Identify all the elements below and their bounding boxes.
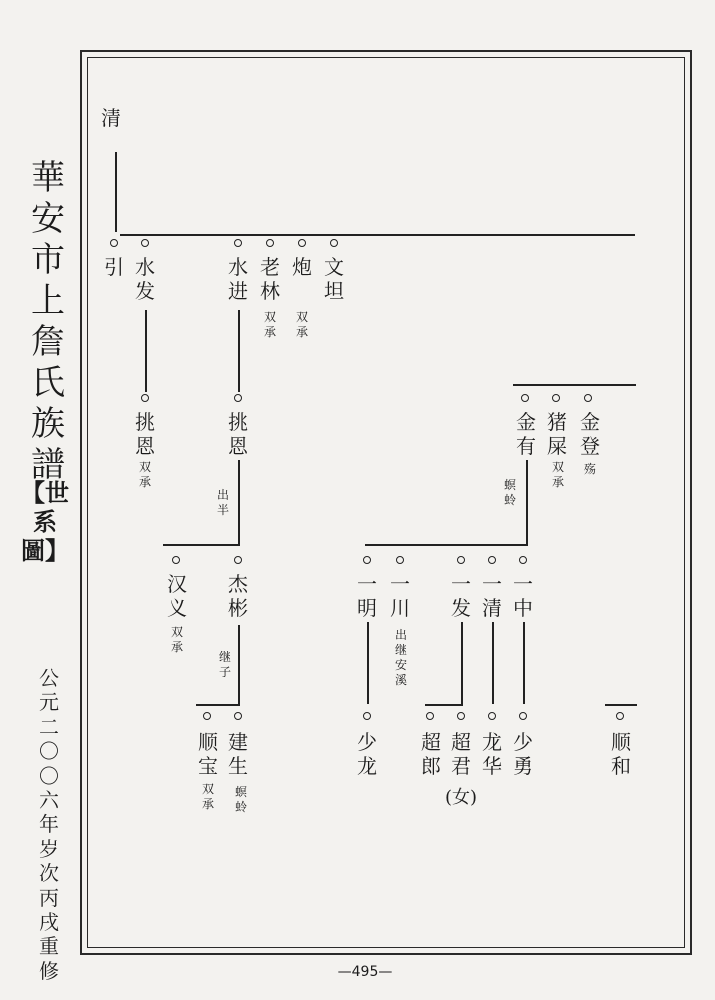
ancestor-name: 清 [101,106,121,130]
member-jiansheng: 建生 [228,730,248,778]
marker-shaoyong [519,712,527,720]
member-shuifa: 水发 [135,255,155,303]
note-jinyou: 螟蛉 [503,478,516,507]
member-zhushi: 猪屎 [547,410,567,458]
member-shunhe: 顺和 [611,730,631,778]
section-title: 【世系圖】 [21,478,69,565]
marker-yizhong [519,556,527,564]
member-yin: 引 [104,255,124,279]
member-yiming: 一明 [357,572,377,620]
marker-hanyi [172,556,180,564]
member-shuijin: 水进 [228,255,248,303]
marker-longhua [488,712,496,720]
line-tiaoen2-down [238,460,240,544]
marker-shunbao [203,712,211,720]
member-yifa: 一发 [451,572,471,620]
marker-jiansheng [234,712,242,720]
line-shuifa-down [145,310,147,392]
member-tiaoen-shuifa: 挑恩 [135,410,155,458]
note-tiaoen-shuifa: 双承 [138,460,151,489]
note-zhushi: 双承 [551,460,564,489]
marker-laolin [266,239,274,247]
member-jinyou: 金有 [516,410,536,458]
marker-shunhe [616,712,624,720]
marker-jinyou [521,394,529,402]
member-jindeng: 金登 [580,410,600,458]
note-jindeng: 殇 [583,462,596,476]
marker-yichuan [396,556,404,564]
note-tiaoen-shuijin: 出半 [216,488,229,517]
line-shuijin-down [238,310,240,392]
member-pao: 炮 [292,255,312,279]
line-yiqing-down [492,622,494,704]
member-yizhong: 一中 [513,572,533,620]
note-jiansheng: 螟蛉 [234,785,247,814]
line-jieshan-down [238,625,240,704]
line-yifa-down [461,622,463,704]
note-chaojun-female: (女) [444,787,478,808]
line-jinyou-children [365,544,528,546]
member-shunbao: 顺宝 [198,730,218,778]
book-title: 華安市上詹氏族譜 [31,158,65,485]
marker-chaojun [457,712,465,720]
line-qing-down [115,152,117,232]
line-yifa-children [425,704,463,706]
note-shunbao: 双承 [201,782,214,811]
marker-tiaoen2 [234,394,242,402]
member-jieshan: 杰彬 [228,572,248,620]
member-hanyi: 汉义 [167,572,187,620]
member-chaojun: 超君 [451,730,471,778]
page-number: —495— [337,964,393,980]
member-shaoyong: 少勇 [513,730,533,778]
marker-yifa [457,556,465,564]
marker-yin [110,239,118,247]
marker-jieshan [234,556,242,564]
revision-date: 公元二〇〇六年岁次丙戌重修 [39,666,59,983]
note-yichuan: 出继安溪 [394,628,407,687]
marker-pao [298,239,306,247]
marker-zhushi [552,394,560,402]
marker-jindeng [584,394,592,402]
note-jieshan: 继子 [218,650,231,679]
member-longhua: 龙华 [482,730,502,778]
marker-shuifa [141,239,149,247]
member-chaolang: 超郎 [421,730,441,778]
member-wentan: 文坦 [324,255,344,303]
member-shaolong: 少龙 [357,730,377,778]
member-yiqing: 一清 [482,572,502,620]
member-yichuan: 一川 [390,572,410,620]
marker-shaolong [363,712,371,720]
note-laolin: 双承 [263,310,276,339]
member-tiaoen-shuijin: 挑恩 [228,410,248,458]
line-tiaoen2-children [163,544,240,546]
marker-wentan [330,239,338,247]
line-shunhe-top [605,704,637,706]
marker-tiaoen1 [141,394,149,402]
line-jieshan-children [196,704,240,706]
line-gen-top [120,234,635,236]
line-jin-family [513,384,636,386]
line-yiming-down [367,622,369,704]
member-laolin: 老林 [260,255,280,303]
marker-yiqing [488,556,496,564]
marker-yiming [363,556,371,564]
line-jinyou-down [526,460,528,544]
note-hanyi: 双承 [170,625,183,654]
page-border-inner [87,57,685,948]
line-yizhong-down [523,622,525,704]
note-pao: 双承 [295,310,308,339]
marker-shuijin [234,239,242,247]
marker-chaolang [426,712,434,720]
